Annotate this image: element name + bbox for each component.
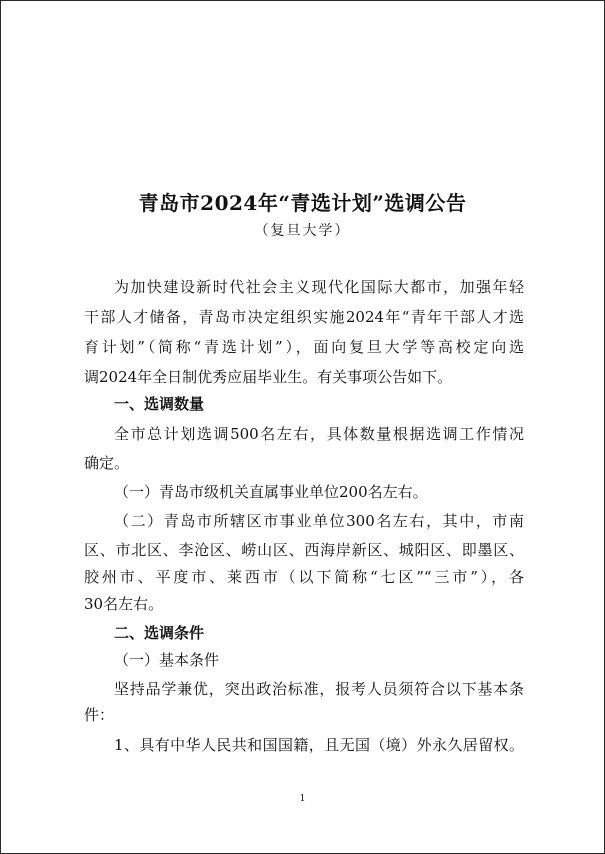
intro-line-3: 育计划”（简称“青选计划”），面向复旦大学等高校定向选 xyxy=(84,338,524,356)
page-number: 1 xyxy=(299,794,306,804)
section1-item-1: （一）青岛市级机关直属事业单位200名左右。 xyxy=(114,483,428,501)
document-subtitle: （复旦大学） xyxy=(254,223,351,239)
section1-item-2-line-2: 区、市北区、李沧区、崂山区、西海岸新区、城阳区、即墨区、 xyxy=(84,541,524,559)
section2-subheading: （一）基本条件 xyxy=(114,651,220,669)
section1-paragraph-line-2: 确定。 xyxy=(84,454,130,472)
section2-item-1: 1、具有中华人民共和国国籍，且无国（境）外永久居留权。 xyxy=(114,736,524,754)
section1-item-2-line-1: （二）青岛市所辖区市事业单位300名左右，其中，市南 xyxy=(114,512,524,530)
intro-line-4: 调2024年全日制优秀应届毕业生。有关事项公告如下。 xyxy=(84,368,453,386)
section2-paragraph-line-2: 件： xyxy=(84,706,115,724)
section1-item-2-line-3: 胶州市、平度市、莱西市（以下简称“七区”“三市”），各 xyxy=(84,568,524,586)
section1-item-2-line-4: 30名左右。 xyxy=(84,595,164,613)
section1-heading: 一、选调数量 xyxy=(114,395,205,413)
section1-paragraph-line-1: 全市总计划选调500名左右，具体数量根据选调工作情况 xyxy=(114,425,524,443)
intro-line-2: 干部人才储备，青岛市决定组织实施2024年“青年干部人才选 xyxy=(84,308,524,326)
document-title: 青岛市2024年“青选计划”选调公告 xyxy=(138,191,467,215)
section2-paragraph-line-1: 坚持品学兼优，突出政治标准，报考人员须符合以下基本条 xyxy=(114,680,524,698)
intro-line-1: 为加快建设新时代社会主义现代化国际大都市，加强年轻 xyxy=(114,278,524,296)
section2-heading: 二、选调条件 xyxy=(114,624,205,642)
